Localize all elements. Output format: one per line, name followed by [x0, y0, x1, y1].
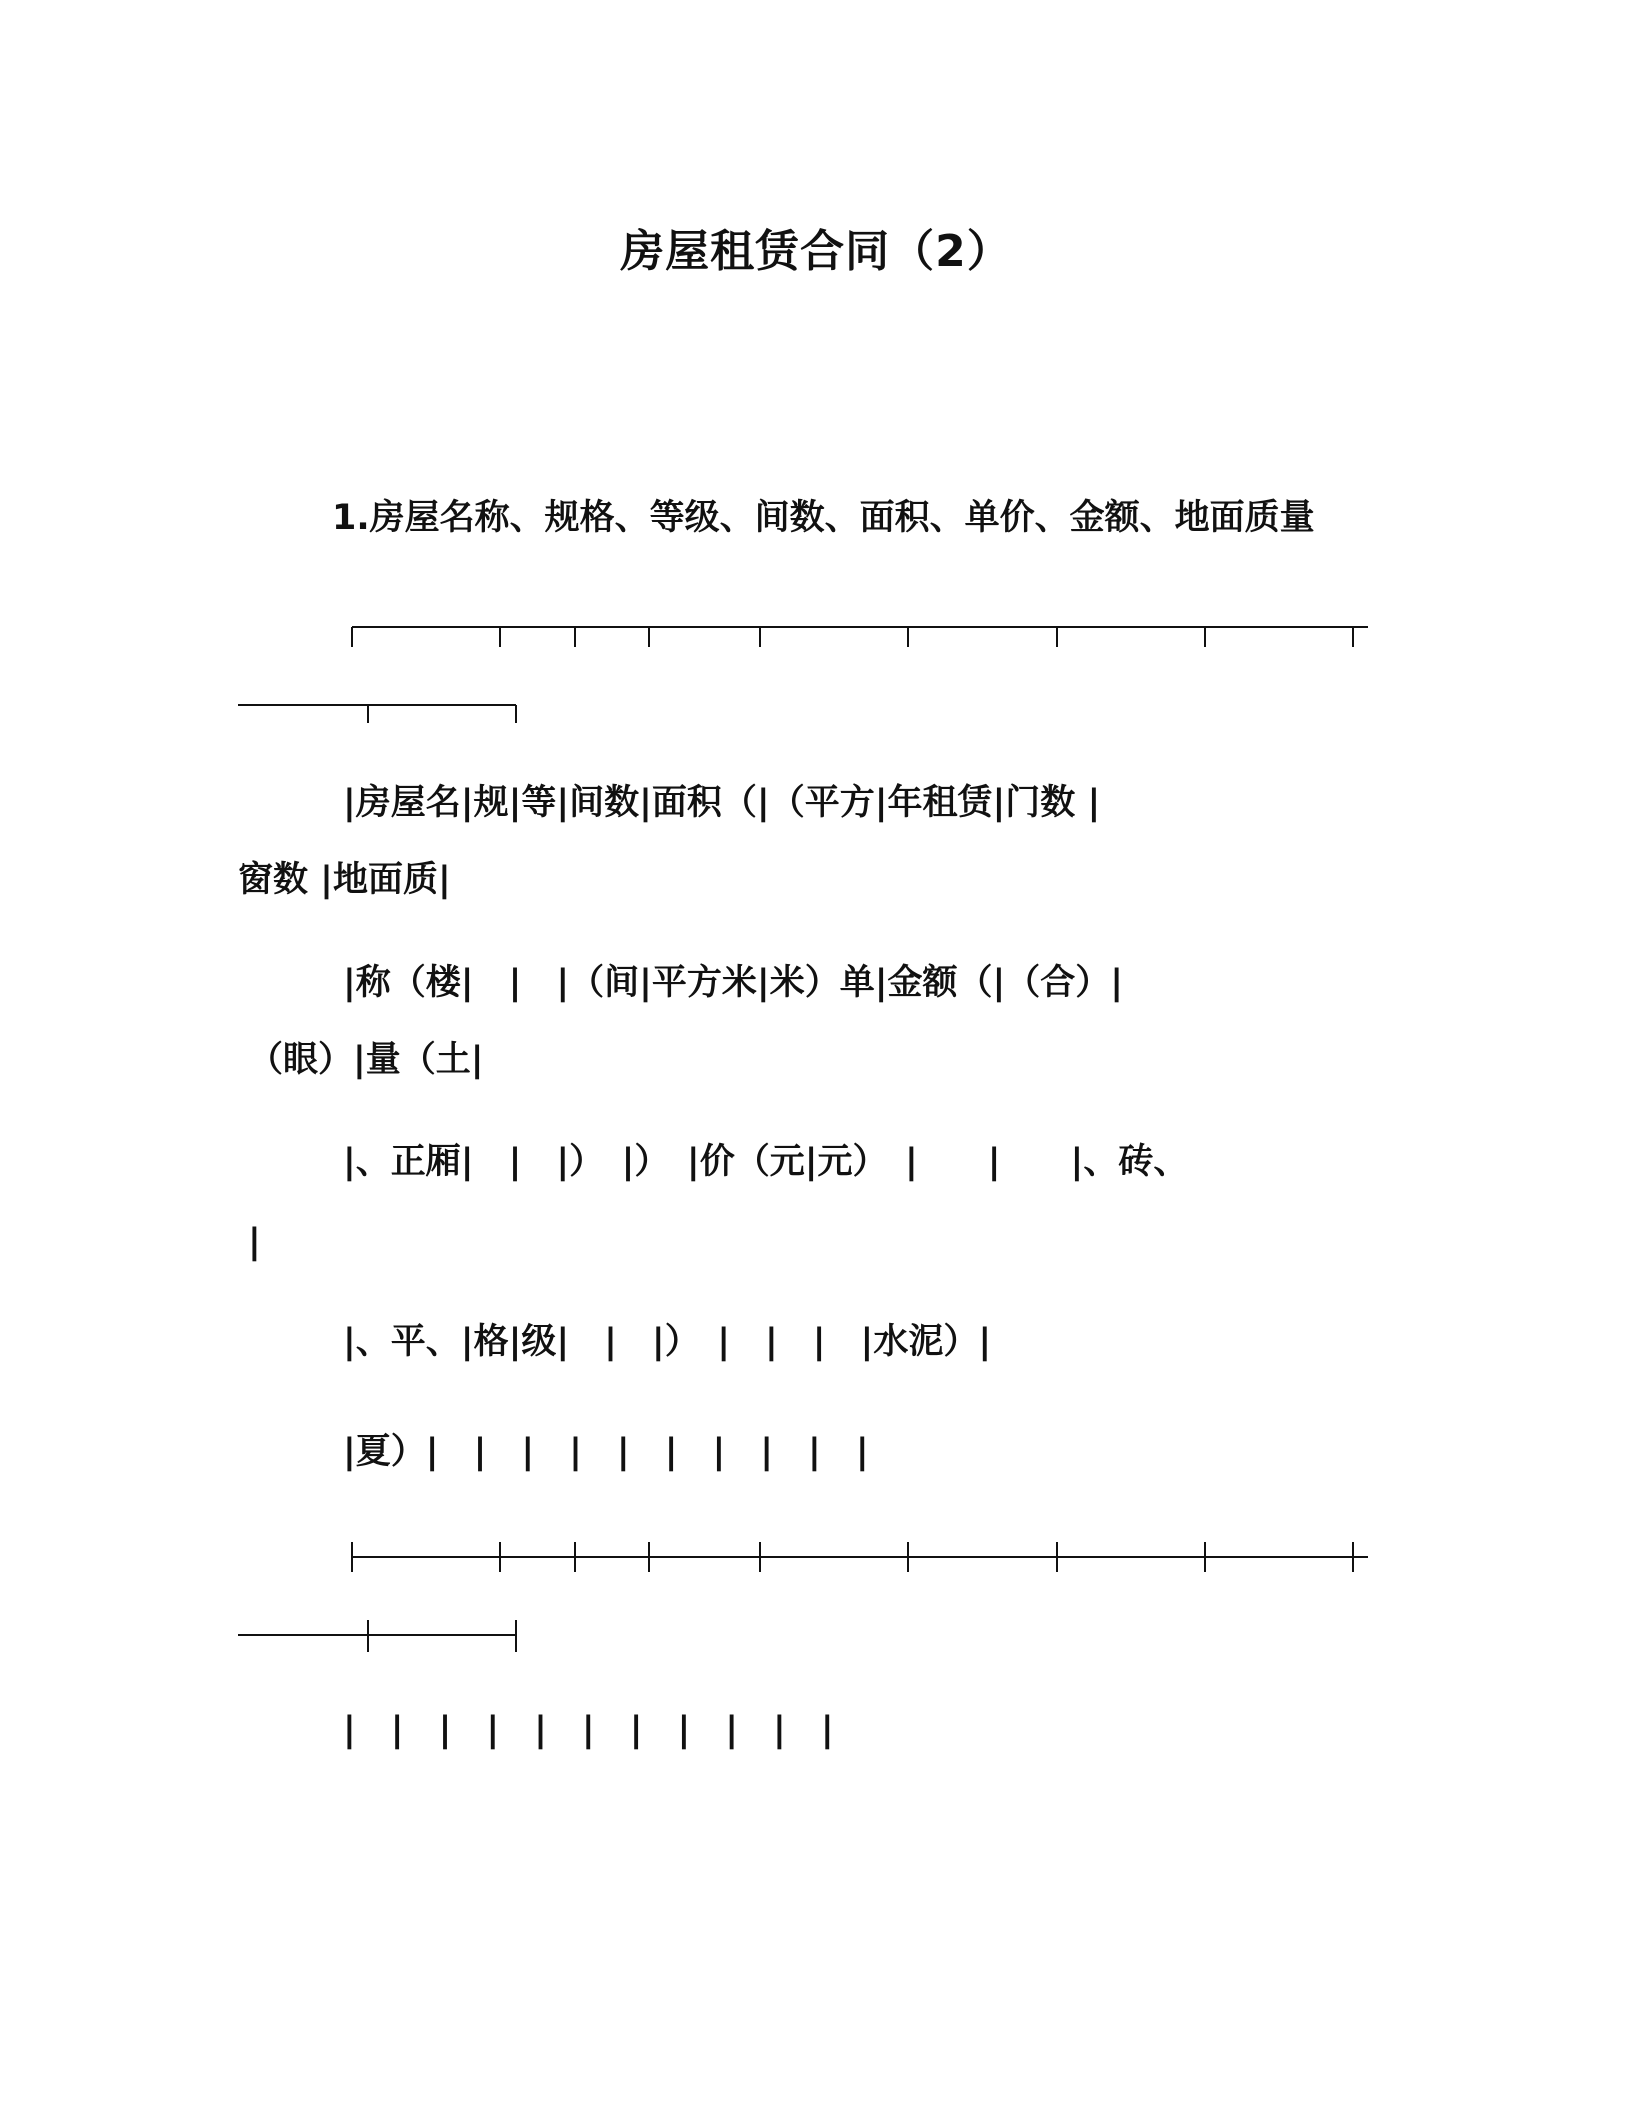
table-row-6-text: | | | | | | | | | | |: [343, 1710, 834, 1750]
table-row-1-wrap: 窗数 |地面质|: [238, 860, 451, 900]
table-row-4-text: |、平、|格|级| | |） | | | |水泥）|: [343, 1322, 992, 1362]
table-row-5-text: |夏）| | | | | | | | | |: [343, 1432, 869, 1472]
section-heading: 1.房屋名称、规格、等级、间数、面积、单价、金额、地面质量: [332, 498, 1315, 538]
table-row-2-text: |称（楼| | |（间|平方米|米）单|金额（|（合）|: [343, 963, 1124, 1003]
table-row-3-text: |、正厢| | |） |） |价（元|元） | | |、砖、: [343, 1142, 1189, 1182]
table-row-3-wrap: |: [248, 1222, 261, 1262]
table-row-2-wrap: （眼）|量（土|: [248, 1040, 484, 1080]
table-row-1-text: |房屋名|规|等|间数|面积（|（平方|年租赁|门数 |: [343, 783, 1101, 823]
document-title: 房屋租赁合同（2）: [620, 226, 1012, 277]
